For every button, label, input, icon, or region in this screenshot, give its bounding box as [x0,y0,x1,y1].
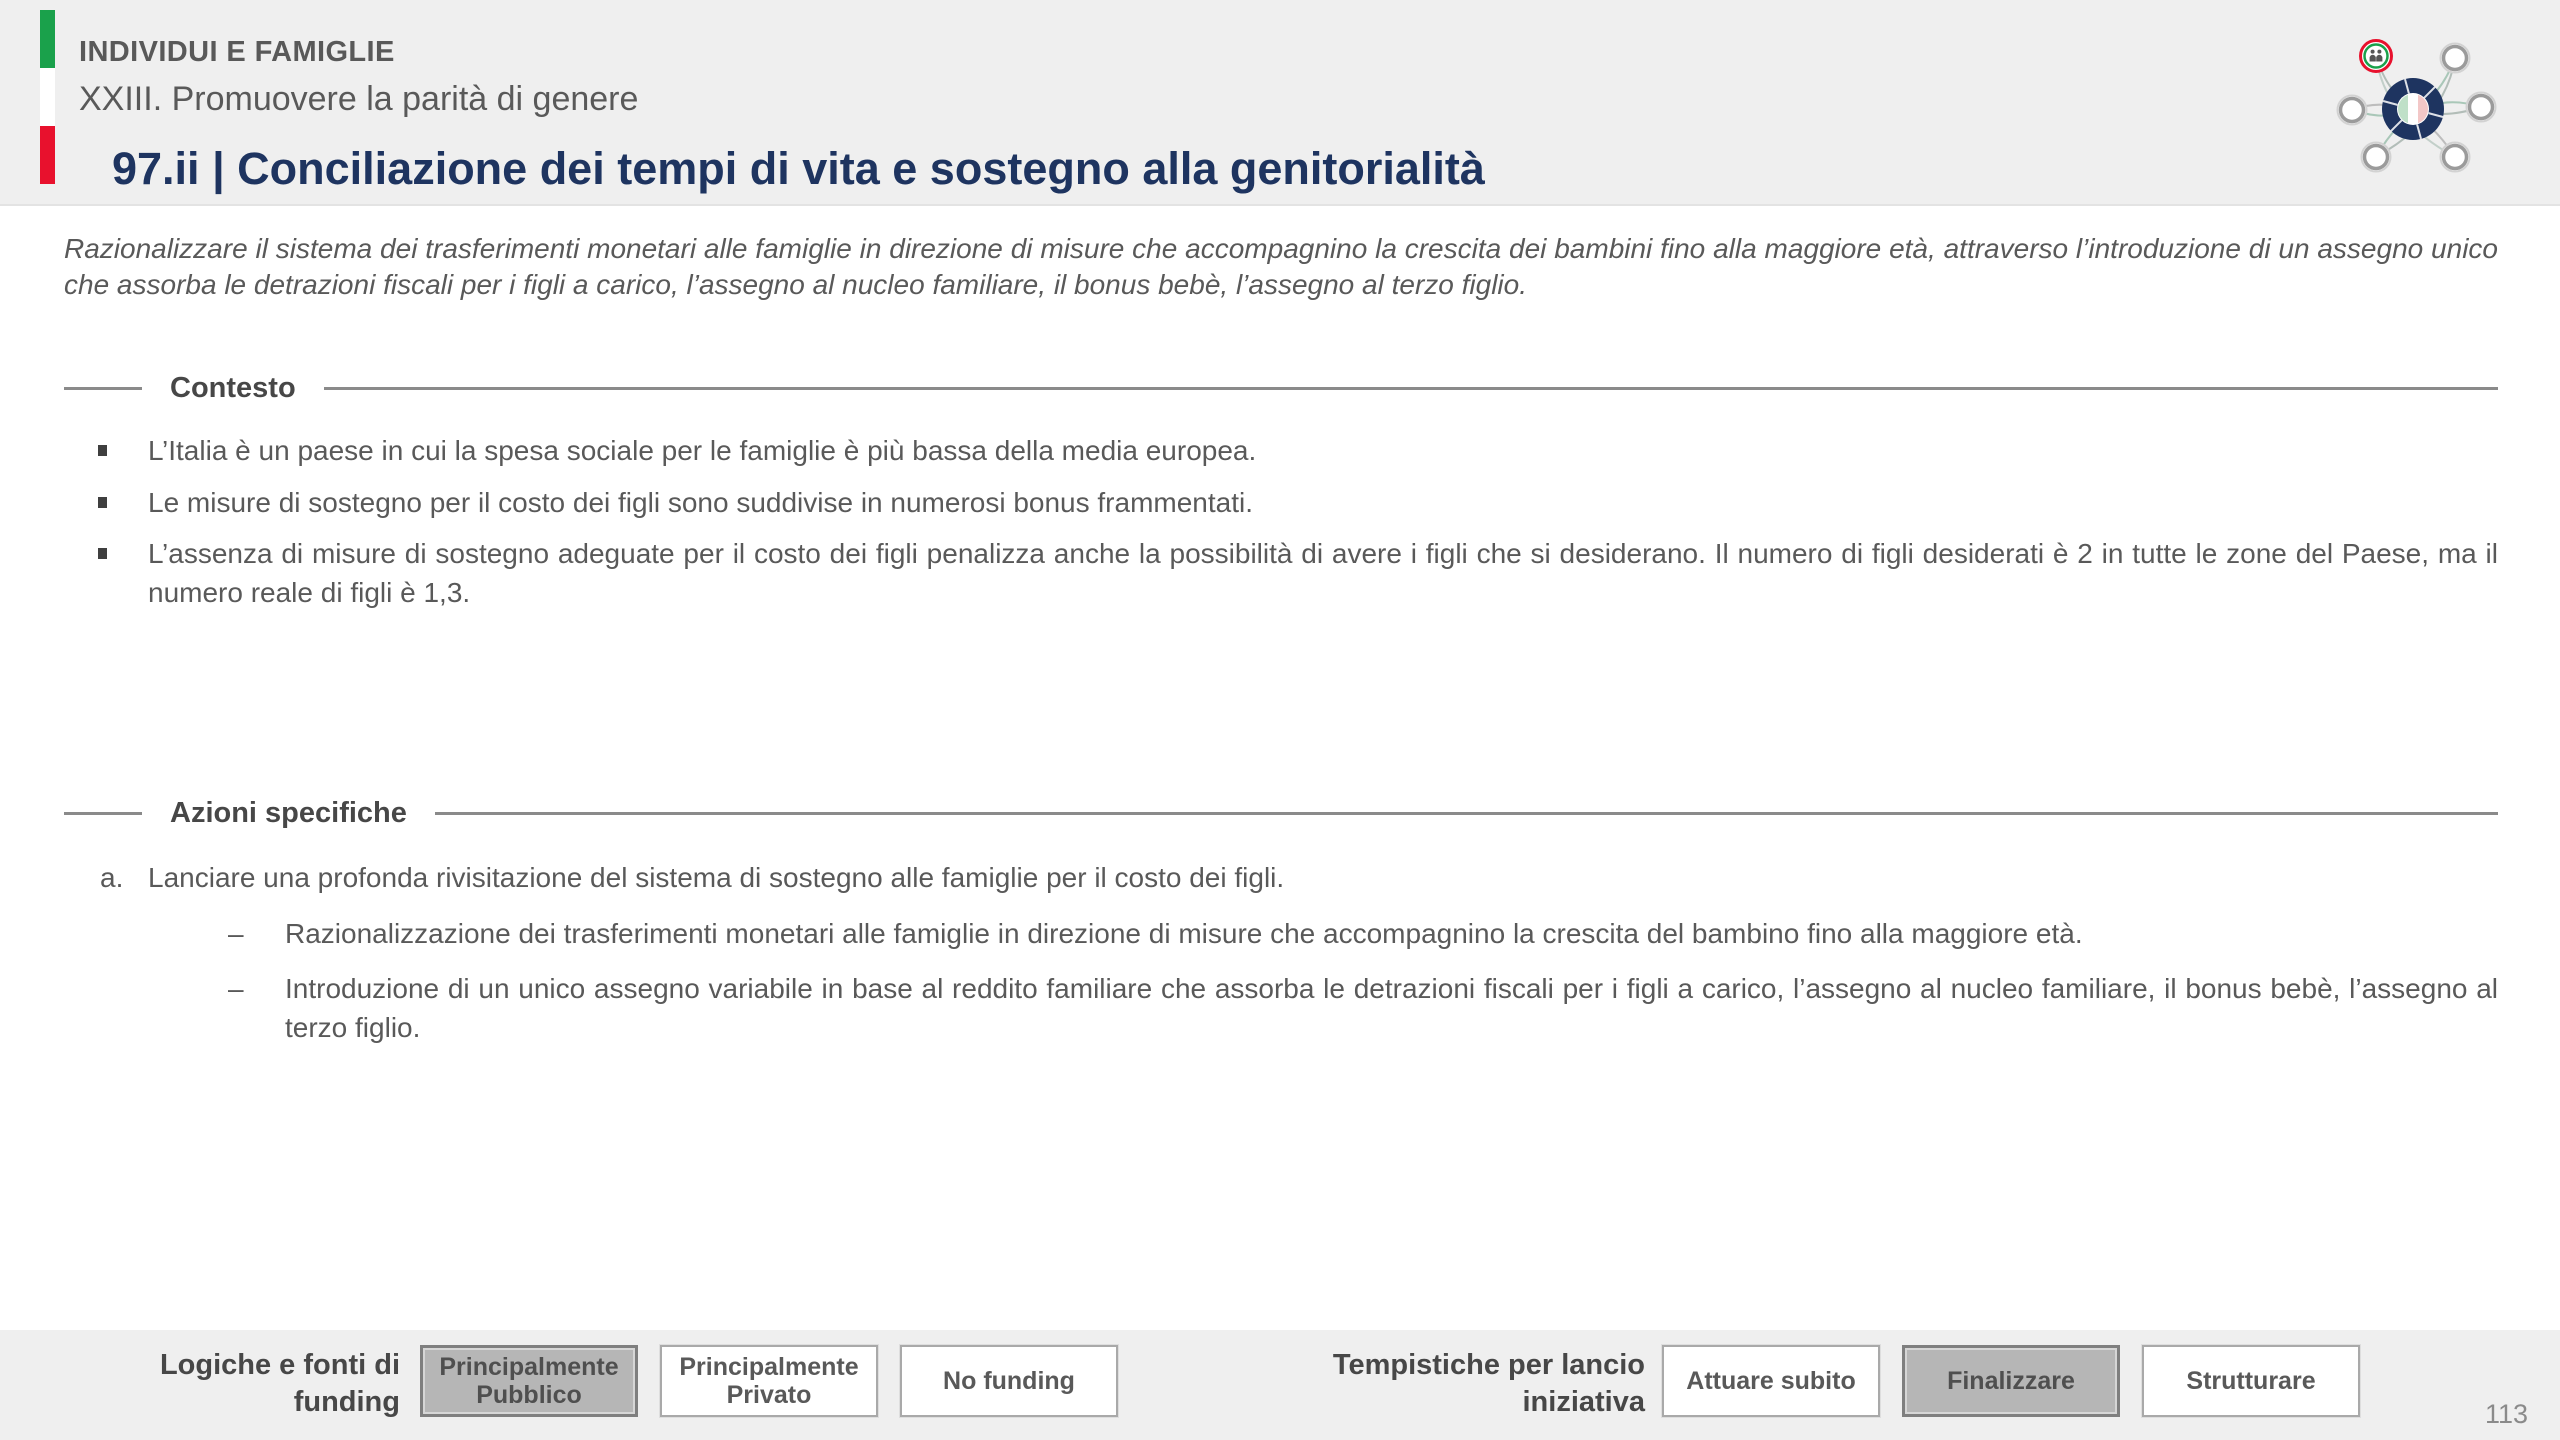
timing-option-strutturare[interactable]: Strutturare [2142,1345,2360,1417]
italy-flag-icon [2398,94,2428,124]
funding-option-principalmente-privato[interactable]: Principalmente Privato [660,1345,878,1417]
sub-item-text: Razionalizzazione dei trasferimenti monetari alle famiglie in direzione di misure che accompagnino la crescita del bambino fino alla maggiore età. [285,917,2083,949]
timing-options [1662,1345,2360,1417]
italy-tricolor-bar-icon [40,10,55,184]
tricolor-white [40,68,55,126]
dash-marker: – [228,972,244,1004]
funding-label: Logiche e fonti di funding [159,1349,400,1418]
heading-rule-left [64,387,142,390]
heading-rule-left [64,812,142,815]
italia-network-logo [2288,6,2540,204]
contesto-heading-row [64,372,2498,404]
bullet-square-icon [98,445,107,456]
contesto-heading: Contesto [170,371,296,404]
action-text: Lanciare una profonda rivisitazione del sistema di sostegno alle famiglie per il costo dei figli. [148,862,1285,893]
timing-option-finalizzare[interactable]: Finalizzare [1902,1345,2120,1417]
intro-paragraph: Razionalizzare il sistema dei trasferimenti monetari alle famiglie in direzione di misure che accompagnino la crescita dei bambini fino alla maggiore età, attraverso l’introduzione di un assegno unico che assorba le detrazioni fiscali per i figli a carico, l’assegno al nucleo familiare, il bonus bebè, l’assegno al terzo figlio. [64,233,2498,300]
list-item [64,432,2498,471]
action-sub-item [64,969,2498,1047]
section-eyebrow: INDIVIDUI E FAMIGLIE [79,36,395,68]
action-sub-item [64,914,2498,953]
funding-option-principalmente-pubblico[interactable]: Principalmente Pubblico [420,1345,638,1417]
timing-label: Tempistiche per lancio iniziativa [1332,1349,1645,1418]
heading-rule-right [324,387,2498,390]
family-node-icon [2361,41,2392,72]
bullet-square-icon [98,497,107,508]
section-azioni-specifiche [64,797,2498,1047]
tricolor-red [40,126,55,184]
list-item [64,535,2498,612]
sub-item-text: Introduzione di un unico assegno variabile in base al reddito familiare che assorba le detrazioni fiscali per i figli a carico, l’assegno al nucleo familiare, il bonus bebè, l’assegno al terzo figlio. [285,972,2498,1043]
slide-footer [0,1330,2560,1440]
tricolor-green [40,10,55,68]
list-item [64,484,2498,523]
page-title: 97.ii | Conciliazione dei tempi di vita e sostegno alla genitorialità [112,143,1485,194]
timing-option-attuare-subito[interactable]: Attuare subito [1662,1345,1880,1417]
page-number: 113 [2484,1399,2528,1429]
network-logo-icon [2288,6,2540,204]
action-item-a [64,859,2498,898]
dash-marker: – [228,917,244,949]
funding-options [420,1345,1118,1417]
funding-option-no-funding[interactable]: No funding [900,1345,1118,1417]
bullet-text: L’Italia è un paese in cui la spesa sociale per le famiglie è più bassa della media europea. [148,435,1257,466]
azioni-heading-row [64,797,2498,829]
chapter-subtitle: XXIII. Promuovere la parità di genere [79,80,639,118]
bullet-text: L’assenza di misure di sostegno adeguate per il costo dei figli penalizza anche la possibilità di avere i figli che si desiderano. Il numero di figli desiderati è 2 in tutte le zone del Paese, ma il numero reale di figli è 1,3. [148,538,2498,608]
heading-rule-right [435,812,2498,815]
slide-header [0,0,2560,206]
bullet-square-icon [98,548,107,559]
azioni-heading: Azioni specifiche [170,796,407,829]
contesto-bullet-list [64,432,2498,613]
bullet-text: Le misure di sostegno per il costo dei figli sono suddivise in numerosi bonus frammentati. [148,486,1254,518]
donut-center-icon [2382,78,2444,140]
action-marker: a. [100,862,124,893]
section-contesto [64,372,2498,626]
